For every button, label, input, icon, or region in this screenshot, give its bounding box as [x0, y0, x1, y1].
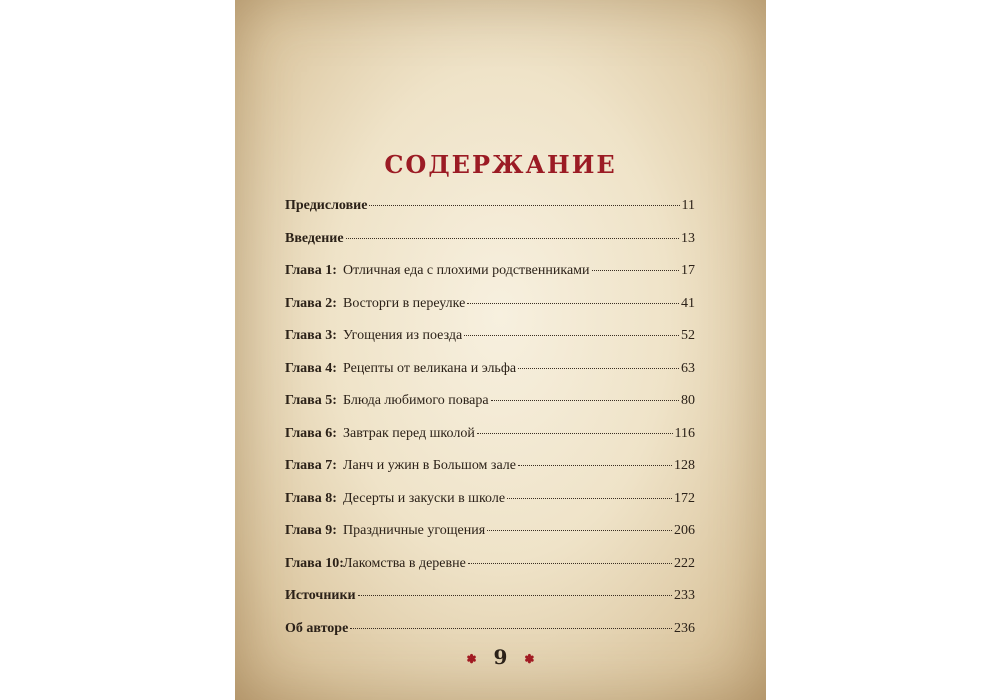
dot-leader: [477, 433, 673, 434]
toc-entry: [285, 556, 695, 589]
toc-page-number: 80: [681, 393, 695, 408]
dot-leader: [369, 205, 679, 206]
dot-leader: [491, 400, 679, 401]
toc-page-number: 63: [681, 360, 695, 376]
dot-leader: [468, 563, 672, 564]
page-title: СОДЕРЖАНИЕ: [384, 150, 617, 179]
toc-page-number: 116: [674, 425, 695, 441]
toc-entry-label: Источники: [285, 588, 356, 603]
toc-chapter-number: Глава 5:: [285, 393, 337, 408]
toc-chapter-number: Глава 6:: [285, 425, 337, 441]
toc-chapter-number: Глава 10:: [285, 555, 344, 571]
toc-entry: [285, 231, 695, 264]
toc-entry: [285, 296, 695, 329]
dot-leader: [464, 335, 679, 336]
toc-entry: [285, 361, 695, 394]
toc-entry: [285, 198, 695, 231]
toc-page-number: 52: [681, 328, 695, 343]
toc-entry-label: Об авторе: [285, 620, 349, 636]
dot-leader: [487, 530, 672, 531]
toc-chapter-title: Лакомства в деревне: [343, 555, 466, 571]
toc-chapter-title: Ланч и ужин в Большом зале: [343, 458, 516, 473]
toc-entry: [285, 426, 695, 459]
toc-chapter-number: Глава 8:: [285, 490, 337, 506]
dot-leader: [358, 595, 672, 596]
toc-page-number: 222: [674, 555, 695, 571]
toc-page-number: 17: [681, 263, 695, 278]
page-footer: [235, 645, 766, 669]
dot-leader: [518, 465, 672, 466]
book-page: [235, 0, 766, 700]
toc-entry: [285, 328, 695, 361]
dot-leader: [518, 368, 679, 369]
toc-chapter-number: Глава 2:: [285, 295, 337, 311]
toc-entry: [285, 588, 695, 621]
toc-entry: [285, 263, 695, 296]
dot-leader: [467, 303, 679, 304]
dot-leader: [592, 270, 679, 271]
toc-page-number: 236: [674, 620, 695, 636]
toc-page-number: 172: [674, 490, 695, 506]
toc-page-number: 11: [681, 198, 695, 213]
toc-chapter-title: Десерты и закуски в школе: [343, 490, 506, 506]
toc-chapter-number: Глава 7:: [285, 458, 337, 473]
toc-page-number: 128: [674, 458, 695, 473]
toc-chapter-number: Глава 3:: [285, 328, 337, 343]
toc-page-number: 206: [674, 523, 695, 538]
dot-leader: [346, 238, 679, 239]
toc-page-number: 41: [681, 295, 695, 311]
toc-chapter-title: Рецепты от великана и эльфа: [343, 360, 517, 376]
toc-chapter-number: Глава 1:: [285, 263, 337, 278]
toc-chapter-title: Восторги в переулке: [343, 295, 466, 311]
page-number: 9: [493, 645, 508, 669]
toc-entry: [285, 491, 695, 524]
toc-entry: [285, 523, 695, 556]
toc-chapter-title: Праздничные угощения: [343, 523, 486, 538]
ornament-right-icon: ✽: [524, 651, 535, 666]
toc-entry-label: Предисловие: [285, 198, 368, 213]
toc-page-number: 13: [681, 230, 695, 246]
dot-leader: [507, 498, 672, 499]
toc-chapter-number: Глава 9:: [285, 523, 337, 538]
toc-chapter-title: Отличная еда с плохими родственниками: [343, 263, 590, 278]
ornament-left-icon: ✽: [466, 651, 477, 666]
toc-chapter-title: Блюда любимого повара: [343, 393, 489, 408]
toc-entry-label: Введение: [285, 230, 344, 246]
toc-page-number: 233: [674, 588, 695, 603]
dot-leader: [350, 628, 672, 629]
toc-entry: [285, 458, 695, 491]
toc-chapter-title: Завтрак перед школой: [343, 425, 475, 441]
toc-chapter-title: Угощения из поезда: [343, 328, 463, 343]
toc-entry: [285, 393, 695, 426]
table-of-contents: [285, 198, 695, 653]
toc-chapter-number: Глава 4:: [285, 360, 337, 376]
